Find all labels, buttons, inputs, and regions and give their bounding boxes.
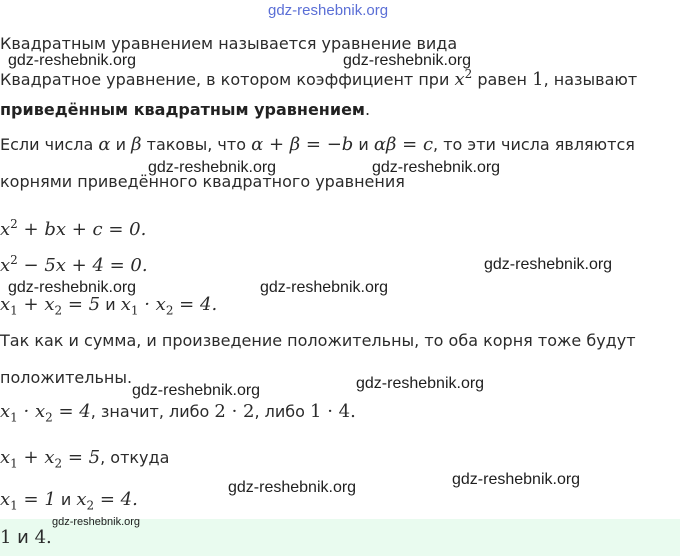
math-beta: β: [131, 134, 142, 155]
reasoning-line-1: Так как и сумма, и произведение положительны, то оба корня тоже будут: [0, 331, 636, 350]
watermark: gdz-reshebnik.org: [8, 52, 137, 69]
product-options: $x_1 \cdot x_2 = 4$, значит, либо 2 · 2, либо 1 · 4.: [0, 401, 356, 425]
definition-line-1: Квадратным уравнением называется уравнение вида: [0, 34, 458, 53]
math-x: $x^2$: [454, 67, 473, 90]
bold-term: приведённым квадратным уравнением: [0, 100, 365, 119]
text: равен: [472, 70, 533, 89]
text: , называют: [543, 70, 638, 89]
watermark: gdz-reshebnik.org: [8, 279, 137, 296]
equation-general: $x^2$ + bx + c = 0.: [0, 217, 147, 240]
math-one: 1: [532, 69, 544, 90]
math-product: αβ = c: [373, 134, 434, 155]
watermark: gdz-reshebnik.org: [484, 256, 613, 273]
roots-line: $x_1 = 1$ и $x_2 = 4$.: [0, 489, 138, 513]
answer-line: 1 и 4.: [0, 527, 52, 548]
watermark: gdz-reshebnik.org: [356, 375, 485, 392]
equation-specific: $x^2 - 5x + 4 = 0$.: [0, 253, 148, 276]
sum-line: $x_1 + x_2 = 5$, откуда: [0, 447, 170, 471]
text: Квадратное уравнение, в котором коэффициент при: [0, 70, 455, 89]
watermark: gdz-reshebnik.org: [343, 52, 472, 69]
watermark: gdz-reshebnik.org: [52, 516, 141, 528]
vieta-line-2: корнями приведённого квадратного уравнения: [0, 172, 405, 191]
reasoning-line-2: положительны.: [0, 368, 133, 387]
watermark: gdz-reshebnik.org: [148, 159, 277, 176]
watermark: gdz-reshebnik.org: [132, 382, 261, 399]
watermark: gdz-reshebnik.org: [452, 471, 581, 488]
math-sum: α + β = −b: [251, 134, 354, 155]
watermark-top: gdz-reshebnik.org: [268, 2, 389, 19]
definition-line-3: приведённым квадратным уравнением.: [0, 100, 371, 119]
watermark: gdz-reshebnik.org: [372, 159, 501, 176]
watermark: gdz-reshebnik.org: [228, 479, 357, 496]
watermark: gdz-reshebnik.org: [260, 279, 389, 296]
vieta-line-1: Если числа α и β таковы, что α + β = −b и αβ = c, то эти числа являются: [0, 134, 635, 155]
vieta-system: $x_1 + x_2 = 5$ и $x_1 \cdot x_2 = 4$.: [0, 294, 218, 318]
math-alpha: α: [98, 134, 111, 155]
